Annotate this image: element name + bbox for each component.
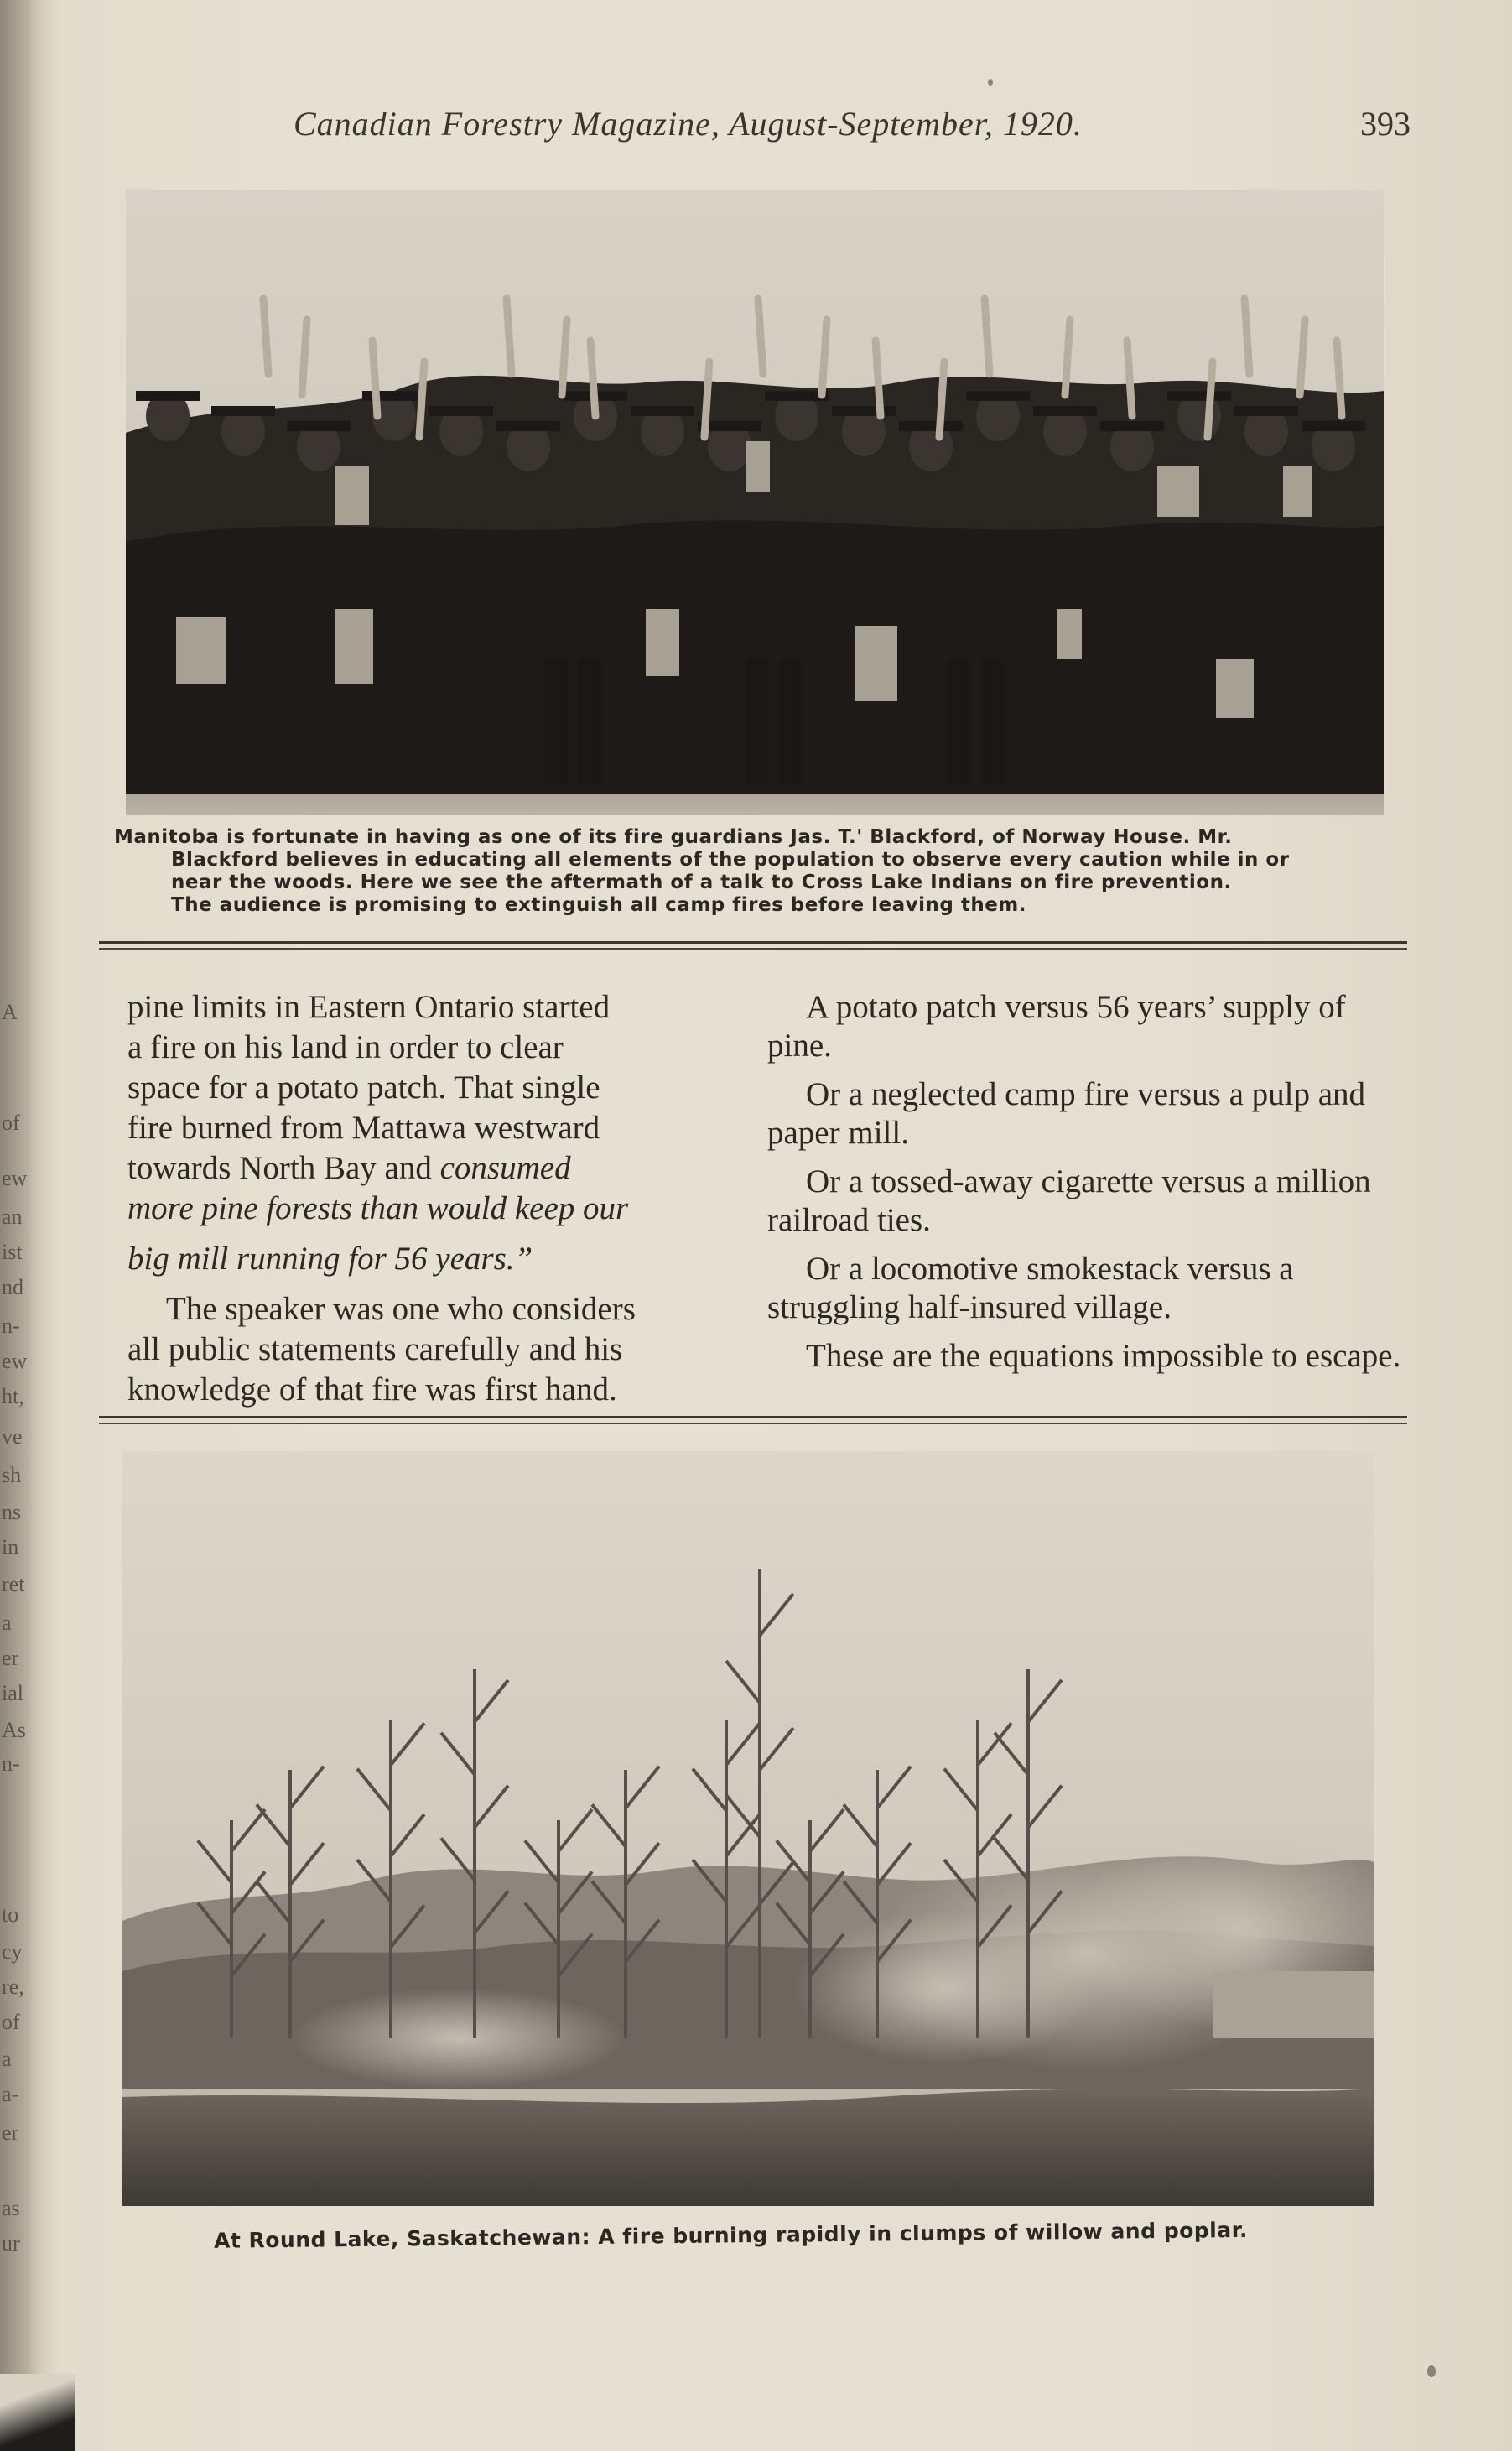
raised-arm [822, 320, 827, 395]
paragraph: Or a locomotive smokestack versus a struggling half-insured village. [767, 1251, 1294, 1325]
running-head: Canadian Forestry Magazine, August-September, 1920. [294, 105, 1083, 143]
paper-blemish [1427, 2365, 1436, 2377]
raised-arm [507, 299, 512, 374]
paragraph: Or a tossed-away cigarette versus a million railroad ties. [767, 1163, 1371, 1238]
bleed-fragment: a [2, 1611, 12, 1635]
caption-line: near the woods. Here we see the aftermath of a talk to Cross Lake Indians on fire prevention. [171, 872, 1232, 893]
page-number: 393 [1360, 105, 1411, 143]
bleed-fragment: ew [2, 1349, 28, 1373]
caption-line: Blackford believes in educating all elements of the population to observe every caution while in or [171, 849, 1290, 871]
raised-arm [263, 299, 268, 374]
group-photo-image [126, 190, 1384, 815]
page-corner-shadow [0, 2374, 75, 2451]
bleed-fragment: ist [2, 1240, 23, 1264]
caption-line: The audience is promising to extinguish all camp fires before leaving them. [171, 894, 1026, 916]
text-line: The speaker was one who considers [166, 1291, 636, 1327]
section-divider [99, 948, 1407, 950]
raised-arm [590, 341, 595, 416]
text-line: pine limits in Eastern Ontario started [127, 989, 611, 1025]
bleed-fragment: to [2, 1902, 19, 1927]
bleed-fragment: a- [2, 2082, 19, 2106]
hat-brim [429, 406, 493, 416]
raised-arm [876, 341, 881, 416]
hat-brim [899, 421, 963, 431]
italic-text: consumed [439, 1150, 571, 1186]
paragraph: These are the equations impossible to escape. [806, 1338, 1401, 1374]
text-line: a fire on his land in order to clear [127, 1029, 564, 1065]
section-divider [99, 1423, 1407, 1424]
raised-arm [1208, 362, 1213, 437]
raised-arm [302, 320, 307, 395]
raised-arm [1337, 341, 1342, 416]
text-line [127, 1240, 730, 1278]
bleed-fragment: ns [2, 1500, 22, 1524]
bleed-fragment: re, [2, 1975, 24, 1999]
bleed-fragment: of [2, 2010, 20, 2034]
text-line: knowledge of that fire was first hand. [127, 1371, 617, 1408]
bleed-fragment: in [2, 1535, 19, 1559]
section-divider [99, 941, 1407, 944]
text-line: all public statements carefully and his [127, 1331, 623, 1367]
text-line: fire burned from Mattawa westward [127, 1110, 600, 1146]
paragraph: A potato patch versus 56 years’ supply of pine. [767, 989, 1346, 1064]
raised-arm [704, 362, 709, 437]
raised-arm [985, 299, 990, 374]
hat-brim [1100, 421, 1164, 431]
bleed-fragment: er [2, 1646, 19, 1670]
raised-arm [372, 341, 377, 416]
bleed-fragment: ur [2, 2231, 20, 2256]
bleed-fragment: ret [2, 1572, 25, 1596]
raised-arm [562, 320, 567, 395]
section-divider [99, 1416, 1407, 1418]
bleed-fragment: sh [2, 1463, 22, 1487]
hat-brim [1234, 406, 1298, 416]
text-fragment: towards North Bay and [127, 1150, 440, 1186]
hat-brim [362, 391, 426, 401]
raised-arm [758, 299, 763, 374]
paper-blemish [988, 79, 993, 86]
top-photo-caption [114, 826, 1396, 917]
bleed-fragment: n- [2, 1314, 20, 1338]
forest-fire-image [122, 1451, 1374, 2206]
raised-arm [939, 362, 944, 437]
bleed-fragment: of [2, 1111, 20, 1135]
bleed-fragment: ve [2, 1424, 23, 1449]
raised-arm [1300, 320, 1305, 395]
paragraph: Or a neglected camp fire versus a pulp and paper mill. [767, 1076, 1366, 1151]
hat-brim [966, 391, 1030, 401]
raised-arm [1244, 299, 1250, 374]
hat-brim [832, 406, 896, 416]
bleed-fragment: nd [2, 1275, 23, 1299]
hat-brim [211, 406, 275, 416]
hat-brim [496, 421, 560, 431]
text-line [127, 1149, 730, 1188]
bleed-fragment: a [2, 2047, 12, 2071]
bleed-fragment: As [2, 1718, 26, 1742]
italic-text: big mill running for 56 years.” [127, 1241, 533, 1277]
hat-brim [1167, 391, 1231, 401]
bleed-fragment: an [2, 1205, 23, 1229]
bottom-photo-caption: At Round Lake, Saskatchewan: A fire burning rapidly in clumps of willow and poplar. [213, 2217, 1249, 2253]
article-left-column [127, 988, 730, 1411]
hat-brim [1302, 421, 1365, 431]
bleed-fragment: er [2, 2121, 19, 2145]
bleed-fragment: cy [2, 1939, 23, 1964]
raised-arm [1127, 341, 1132, 416]
article-right-column [767, 988, 1409, 1377]
caption-line: Manitoba is fortunate in having as one of its fire guardians Jas. T.' Blackford, of Norway House. Mr. [114, 826, 1233, 848]
italic-text: more pine forests than would keep our [127, 1190, 629, 1226]
bleed-fragment: A [2, 1000, 18, 1024]
bleed-fragment: ht, [2, 1384, 24, 1408]
hat-brim [1033, 406, 1097, 416]
raised-arm [1065, 320, 1070, 395]
bleed-fragment: n- [2, 1751, 20, 1776]
text-line [127, 1189, 730, 1228]
bleed-fragment: ial [2, 1681, 23, 1705]
hat-brim [136, 391, 200, 401]
hat-brim [287, 421, 351, 431]
text-line: space for a potato patch. That single [127, 1069, 600, 1106]
page-header [0, 104, 1512, 154]
bleed-fragment: as [2, 2196, 20, 2220]
raised-arm [419, 362, 424, 437]
bleed-fragment: ew [2, 1166, 28, 1190]
hat-brim [631, 406, 694, 416]
